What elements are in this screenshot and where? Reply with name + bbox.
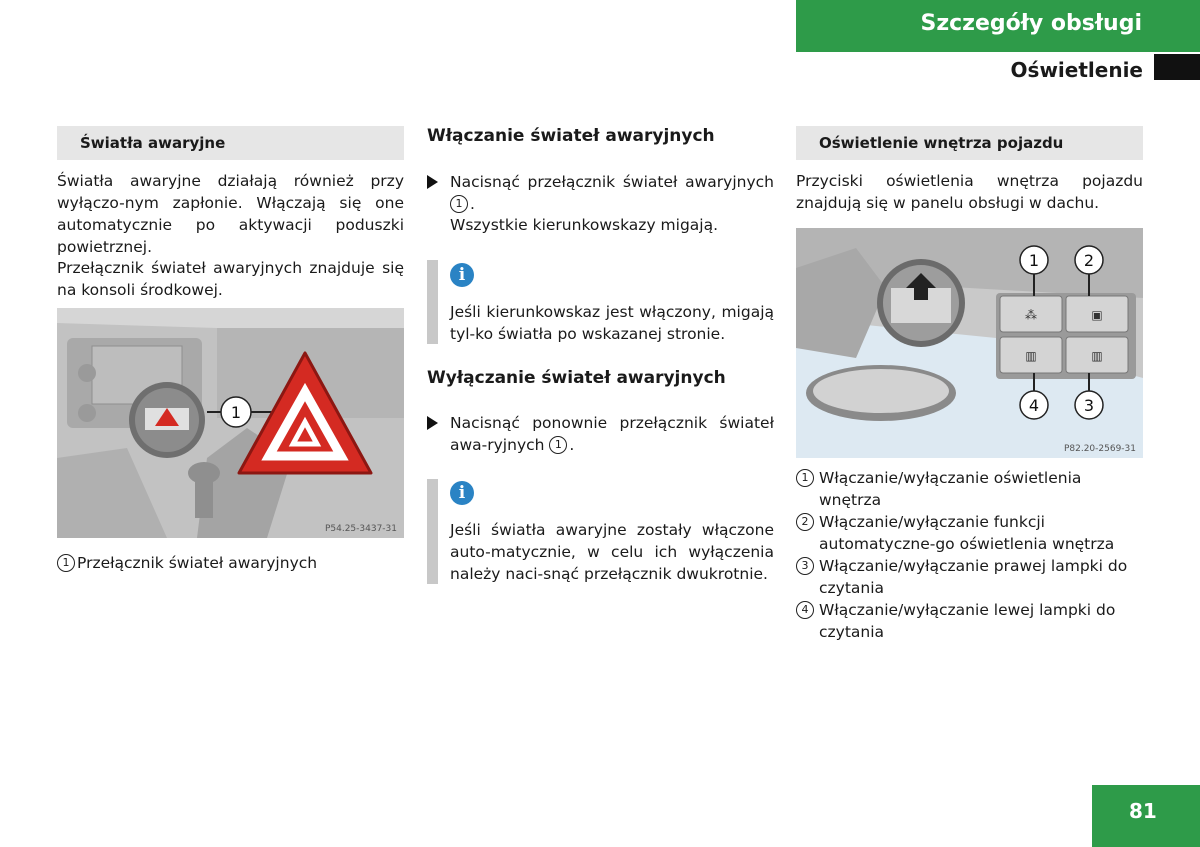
heading-enable-hazard: Włączanie świateł awaryjnych [427, 126, 715, 146]
step-disable-hazard: Nacisnąć ponownie przełącznik świateł awa-ryjnych 1 . [427, 412, 774, 456]
legend-text: Włączanie/wyłączanie funkcji automatyczne-go oświetlenia wnętrza [819, 513, 1115, 553]
legend-number: 4 [796, 601, 814, 619]
section-bar-interior-lighting: Oświetlenie wnętrza pojazdu [796, 126, 1143, 160]
callout-2: 2 [1083, 251, 1095, 270]
heading-disable-hazard: Wyłączanie świateł awaryjnych [427, 368, 726, 388]
legend-number: 2 [796, 513, 814, 531]
legend-number: 1 [796, 469, 814, 487]
svg-text:▣: ▣ [1091, 308, 1103, 322]
svg-text:▥: ▥ [1025, 349, 1037, 363]
info-text-2: Jeśli światła awaryjne zostały włączone auto-matycznie, w celu ich wyłączenia należy naci-snąć przełącznik dwukrotnie. [450, 521, 774, 583]
step-number: 1 [450, 195, 468, 213]
hazard-caption [57, 552, 317, 574]
hazard-switch-image [57, 308, 404, 538]
section-bar-hazard-lights: Światła awaryjne [57, 126, 404, 160]
page-number: 81 [1092, 785, 1200, 847]
legend-text: Włączanie/wyłączanie lewej lampki do czytania [819, 601, 1116, 641]
callout-1: 1 [1028, 251, 1040, 270]
legend-item [796, 599, 1146, 643]
legend-item [796, 555, 1146, 599]
legend-text: Włączanie/wyłączanie prawej lampki do czytania [819, 557, 1128, 597]
image-code: P54.25-3437-31 [324, 524, 397, 534]
info-box-2 [427, 479, 774, 584]
subsection-title: Oświetlenie [1010, 58, 1143, 82]
svg-text:⁂: ⁂ [1025, 308, 1037, 322]
legend-item [796, 511, 1146, 555]
svg-text:▥: ▥ [1091, 349, 1103, 363]
caption-text: Przełącznik świateł awaryjnych [77, 554, 318, 572]
hazard-intro-paragraph: Światła awaryjne działają również przy wyłączo-nym zapłonie. Włączają się one automatycznie po aktywacji poduszki powietrznej. [57, 172, 404, 256]
info-text-1: Jeśli kierunkowskaz jest włączony, migają tyl-ko światła po wskazanej stronie. [450, 303, 774, 343]
legend-text: Włączanie/wyłączanie oświetlenia wnętrza [819, 469, 1082, 509]
interior-legend [796, 467, 1146, 643]
step-arrow-icon [427, 175, 438, 189]
hazard-location-paragraph: Przełącznik świateł awaryjnych znajduje się na konsoli środkowej. [57, 259, 404, 299]
info-icon: i [450, 481, 474, 505]
image-code: P82.20-2569-31 [1063, 444, 1136, 454]
callout-4: 4 [1028, 396, 1040, 415]
info-box-1 [427, 260, 774, 344]
step-enable-hazard: Nacisnąć przełącznik świateł awaryjnych 1 . [427, 171, 774, 215]
step-number: 1 [549, 436, 567, 454]
subsection-marker [1154, 54, 1200, 80]
legend-number: 3 [796, 557, 814, 575]
info-icon: i [450, 263, 474, 287]
result-enable-hazard: Wszystkie kierunkowskazy migają. [450, 216, 719, 234]
overhead-panel-image [796, 228, 1143, 458]
step-arrow-icon [427, 416, 438, 430]
interior-intro-paragraph: Przyciski oświetlenia wnętrza pojazdu znajdują się w panelu obsługi w dachu. [796, 172, 1143, 212]
callout-1: 1 [230, 403, 242, 422]
caption-number: 1 [57, 554, 75, 572]
callout-3: 3 [1083, 396, 1095, 415]
legend-item [796, 467, 1146, 511]
section-header: Szczegóły obsługi [796, 0, 1200, 52]
